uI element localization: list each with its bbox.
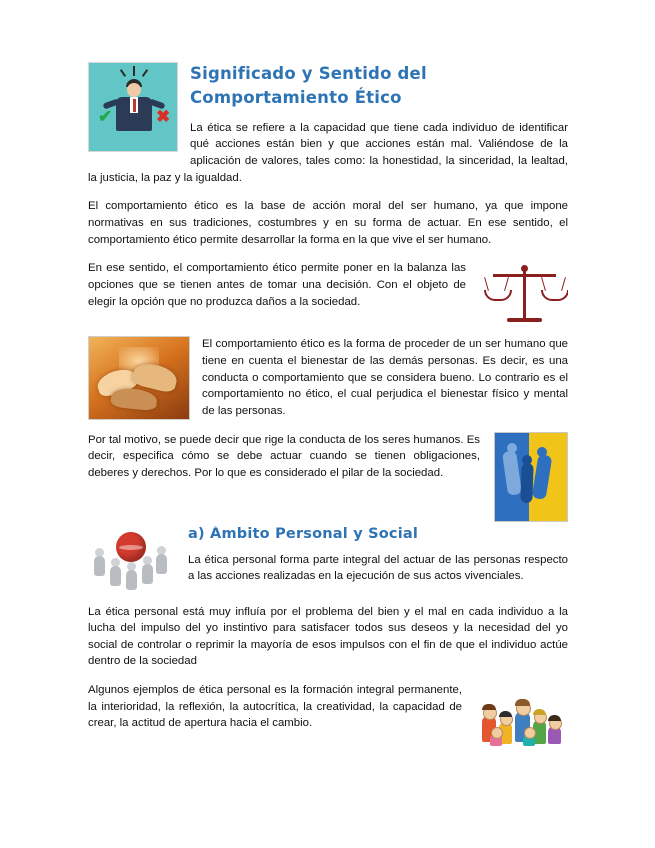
paragraph-7: La ética personal está muy influía por el problema del bien y el mal en cada individuo a la lucha del impulso del yo instintivo para satisfacer todos sus deseos y la necesidad del yo social de controlar o reprimir la mayoría de esos impulsos con el fin de que el individuo actúe dentro de la sociedad: [88, 605, 568, 668]
intro-block: [88, 62, 568, 198]
paragraph-2: El comportamiento ético es la base de acción moral del ser humano, ya que impone normativas en sus tradiciones, costumbres y en su forma de actuar. En ese sentido, el comportamiento ético permite desarrollar la forma en la que vive el ser humano.: [88, 200, 568, 246]
section-heading-a: a) Ámbito Personal y Social: [188, 525, 419, 542]
paragraph-3: En ese sentido, el comportamiento ético permite poner en la balanza las opciones que se tienen antes de tomar una decisión. Con el objeto de elegir la opción que no produzca daños a la sociedad.: [88, 262, 466, 308]
helping-hands-image: [88, 336, 190, 420]
page-title-line1: Significado y Sentido del: [190, 64, 427, 83]
scales-block: [88, 260, 568, 336]
document-content: [88, 62, 568, 764]
paragraph-1: La ética se refiere a la capacidad que tiene cada individuo de identificar qué acciones están bien y que acciones están mal. Valiéndose de la aplicación de valores, tales como: la honestidad, la sinceridad, la lealtad, la justicia, la paz y la igualdad.: [88, 121, 568, 184]
stained-glass-figures-image: [494, 432, 568, 522]
paragraph-5: Por tal motivo, se puede decir que rige la conducta de los seres humanos. Es decir, especifica cómo se debe actuar cuando se tienen obligaciones, deberes y derechos. Por lo que es considerado el pilar de la sociedad.: [88, 433, 480, 479]
paragraph-6: La ética personal forma parte integral del actuar de las personas respecto a las acciones realizadas en la ejecución de sus actos vivenciales.: [188, 553, 568, 583]
figures-block: [88, 432, 568, 526]
businessman-decision-icon: ✔ ✖: [88, 62, 178, 152]
page-title-line2: Comportamiento Ético: [190, 87, 402, 107]
hands-block: [88, 336, 568, 431]
group-of-people-icon: [476, 682, 568, 760]
section-a-block: [88, 526, 568, 604]
people-around-globe-icon: [88, 526, 176, 600]
scales-of-justice-icon: [480, 260, 568, 332]
paragraph-4: El comportamiento ético es la forma de proceder de un ser humano que tiene en cuenta el bienestar de las demás personas. Es decir, es una conducta o comportamiento que se considera bueno. Lo contrario es el comportamiento no ético, el cual perjudica el bienestar físico y mental de las personas.: [202, 338, 568, 417]
group-block: [88, 682, 568, 764]
paragraph-8: Algunos ejemplos de ética personal es la formación integral permanente, la interioridad, la reflexión, la autocrítica, la creatividad, la capacidad de crear, la actitud de apertura hacia el cambio.: [88, 684, 462, 730]
